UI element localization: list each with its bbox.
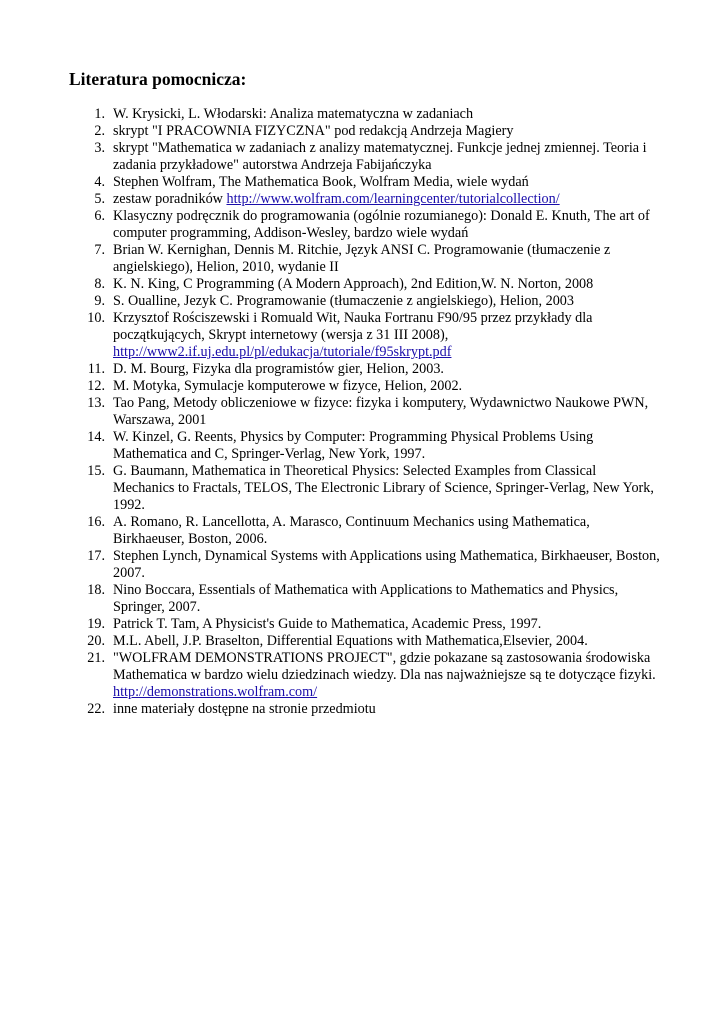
list-item xyxy=(0,242,660,276)
list-item xyxy=(0,514,660,548)
item-text: Krzysztof Rościszewski i Romuald Wit, Nauka Fortranu F90/95 przez przykłady dla początkujących, Skrypt internetowy (wersja z 31 III 2008), xyxy=(113,310,593,343)
list-item xyxy=(0,429,660,463)
item-number: 2. xyxy=(94,123,105,139)
item-text: Stephen Wolfram, The Mathematica Book, Wolfram Media, wiele wydań xyxy=(113,174,529,190)
item-text: D. M. Bourg, Fizyka dla programistów gier, Helion, 2003. xyxy=(113,361,444,377)
list-item xyxy=(0,650,660,701)
item-text: zestaw poradników xyxy=(113,191,227,207)
item-text: G. Baumann, Mathematica in Theoretical Physics: Selected Examples from Classical Mechanics to Fractals, TELOS, The Electronic Library of Science, Springer-Verlag, New York, 1992. xyxy=(113,463,654,513)
item-text: A. Romano, R. Lancellotta, A. Marasco, Continuum Mechanics using Mathematica, Birkhaeuser, Boston, 2006. xyxy=(113,514,590,547)
list-item xyxy=(0,395,660,429)
item-text: inne materiały dostępne na stronie przedmiotu xyxy=(113,701,376,717)
item-number: 19. xyxy=(87,616,105,632)
bibliography-list xyxy=(0,106,660,718)
list-item xyxy=(0,582,660,616)
item-number: 7. xyxy=(94,242,105,258)
item-number: 13. xyxy=(87,395,105,411)
list-item xyxy=(0,106,660,123)
item-number: 11. xyxy=(87,361,105,377)
list-item xyxy=(0,633,660,650)
section-heading: Literatura pomocnicza: xyxy=(69,69,247,89)
list-item xyxy=(0,276,660,293)
item-text: Klasyczny podręcznik do programowania (ogólnie rozumianego): Donald E. Knuth, The art of computer programming, Addison-Wesley, bardzo wiele wydań xyxy=(113,208,650,241)
list-item xyxy=(0,616,660,633)
item-number: 18. xyxy=(87,582,105,598)
list-item xyxy=(0,310,660,361)
item-number: 15. xyxy=(87,463,105,479)
list-item xyxy=(0,293,660,310)
item-text: Brian W. Kernighan, Dennis M. Ritchie, Język ANSI C. Programowanie (tłumaczenie z angielskiego), Helion, 2010, wydanie II xyxy=(113,242,611,275)
list-item xyxy=(0,140,660,174)
item-number: 1. xyxy=(94,106,105,122)
item-text: S. Oualline, Jezyk C. Programowanie (tłumaczenie z angielskiego), Helion, 2003 xyxy=(113,293,574,309)
item-number: 17. xyxy=(87,548,105,564)
item-number: 4. xyxy=(94,174,105,190)
tutorial-collection-link[interactable]: http://www.wolfram.com/learningcenter/tutorialcollection/ xyxy=(226,191,560,207)
item-number: 5. xyxy=(94,191,105,207)
list-item xyxy=(0,361,660,378)
item-number: 8. xyxy=(94,276,105,292)
item-text: M.L. Abell, J.P. Braselton, Differential Equations with Mathematica,Elsevier, 2004. xyxy=(113,633,588,649)
item-number: 9. xyxy=(94,293,105,309)
list-item xyxy=(0,174,660,191)
item-text: K. N. King, C Programming (A Modern Approach), 2nd Edition,W. N. Norton, 2008 xyxy=(113,276,594,292)
list-item xyxy=(0,378,660,395)
item-text: skrypt "Mathematica w zadaniach z analizy matematycznej. Funkcje jednej zmiennej. Teoria i zadania przykładowe" autorstwa Andrzeja Fabijańczyka xyxy=(113,140,647,173)
item-number: 22. xyxy=(87,701,105,717)
item-number: 16. xyxy=(87,514,105,530)
item-text: W. Krysicki, L. Włodarski: Analiza matematyczna w zadaniach xyxy=(113,106,474,122)
item-number: 12. xyxy=(87,378,105,394)
item-number: 21. xyxy=(87,650,105,666)
item-number: 20. xyxy=(87,633,105,649)
item-number: 3. xyxy=(94,140,105,156)
list-item xyxy=(0,463,660,514)
item-number: 14. xyxy=(87,429,105,445)
list-item xyxy=(0,701,660,718)
item-text: Stephen Lynch, Dynamical Systems with Applications using Mathematica, Birkhaeuser, Boston, 2007. xyxy=(113,548,660,581)
item-text: Patrick T. Tam, A Physicist's Guide to Mathematica, Academic Press, 1997. xyxy=(113,616,542,632)
item-text: M. Motyka, Symulacje komputerowe w fizyce, Helion, 2002. xyxy=(113,378,463,394)
list-item xyxy=(0,123,660,140)
item-text: W. Kinzel, G. Reents, Physics by Computer: Programming Physical Problems Using Mathematica and C, Springer-Verlag, New York, 1997. xyxy=(113,429,594,462)
item-number: 6. xyxy=(94,208,105,224)
item-number: 10. xyxy=(87,310,105,326)
demonstrations-link[interactable]: http://demonstrations.wolfram.com/ xyxy=(113,684,318,700)
item-text: Tao Pang, Metody obliczeniowe w fizyce: fizyka i komputery, Wydawnictwo Naukowe PWN, Warszawa, 2001 xyxy=(113,395,649,428)
item-text: Nino Boccara, Essentials of Mathematica with Applications to Mathematics and Physics, Springer, 2007. xyxy=(113,582,619,615)
list-item xyxy=(0,208,660,242)
fortran-script-link[interactable]: http://www2.if.uj.edu.pl/pl/edukacja/tutoriale/f95skrypt.pdf xyxy=(113,344,452,360)
list-item xyxy=(0,191,660,208)
list-item xyxy=(0,548,660,582)
item-text: skrypt "I PRACOWNIA FIZYCZNA" pod redakcją Andrzeja Magiery xyxy=(113,123,514,139)
item-text: "WOLFRAM DEMONSTRATIONS PROJECT", gdzie pokazane są zastosowania środowiska Mathematica w bardzo wielu dziedzinach wiedzy. Dla nas najważniejsze są te dotyczące fizyki. xyxy=(113,650,656,683)
